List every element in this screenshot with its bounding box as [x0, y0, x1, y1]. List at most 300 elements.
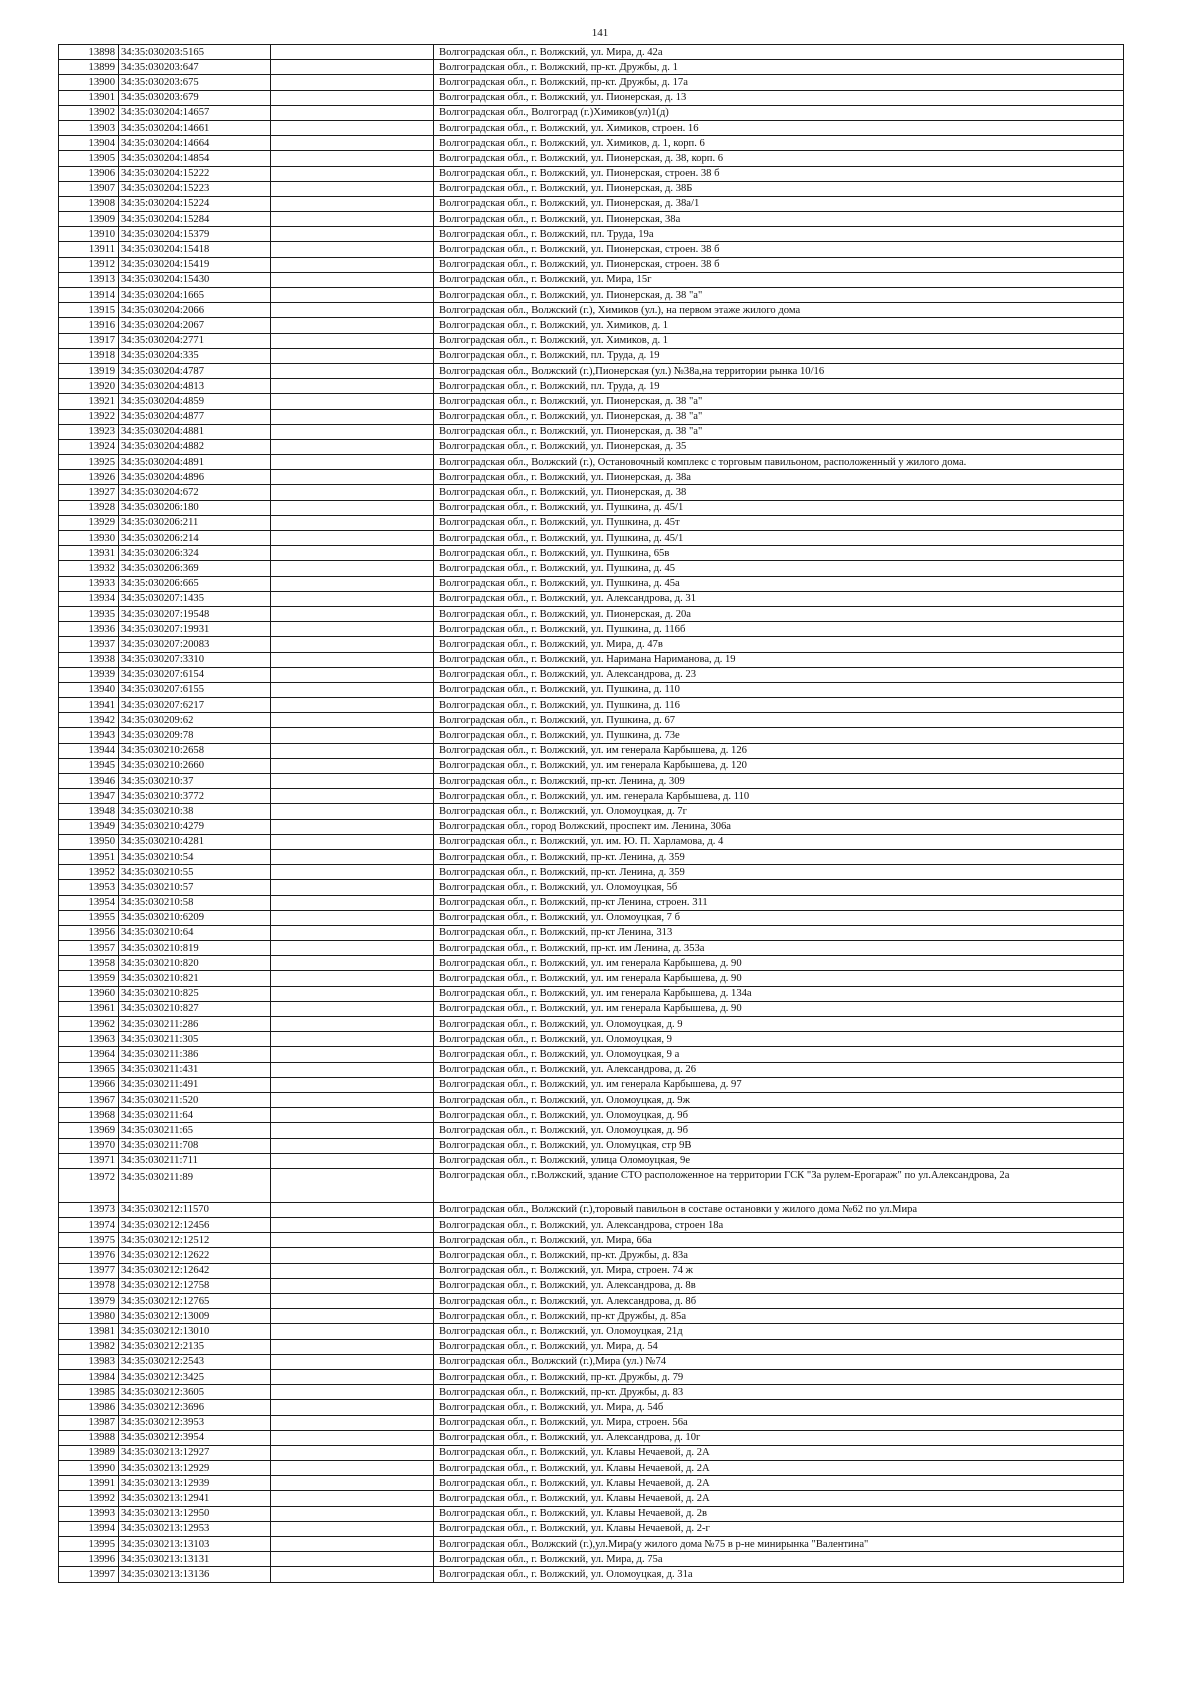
empty-cell: [271, 1521, 434, 1536]
row-number-cell: 13975: [59, 1233, 119, 1248]
empty-cell: [271, 1047, 434, 1062]
cadastral-number-cell: 34:35:030210:827: [119, 1001, 271, 1016]
empty-cell: [271, 622, 434, 637]
cadastral-number-cell: 34:35:030212:12622: [119, 1248, 271, 1263]
empty-cell: [271, 910, 434, 925]
empty-cell: [271, 212, 434, 227]
row-number-cell: 13940: [59, 682, 119, 697]
row-number-cell: 13945: [59, 758, 119, 773]
table-row: [59, 1461, 1124, 1476]
cadastral-number-cell: 34:35:030212:3953: [119, 1415, 271, 1430]
row-number-cell: 13990: [59, 1461, 119, 1476]
cadastral-number-cell: 34:35:030213:12941: [119, 1491, 271, 1506]
table-row: [59, 652, 1124, 667]
row-number-cell: 13994: [59, 1521, 119, 1536]
cadastral-number-cell: 34:35:030203:5165: [119, 45, 271, 60]
address-cell: Волгоградская обл., г. Волжский, ул. Пушкина, д. 45т: [434, 515, 1124, 530]
row-number-cell: 13988: [59, 1430, 119, 1445]
table-row: [59, 1430, 1124, 1445]
row-number-cell: 13976: [59, 1248, 119, 1263]
address-cell: Волгоградская обл., г. Волжский, пл. Труда, 19а: [434, 227, 1124, 242]
table-row: [59, 196, 1124, 211]
cadastral-number-cell: 34:35:030206:665: [119, 576, 271, 591]
row-number-cell: 13923: [59, 424, 119, 439]
cadastral-number-cell: 34:35:030211:286: [119, 1017, 271, 1032]
table-row: [59, 1476, 1124, 1491]
row-number-cell: 13950: [59, 834, 119, 849]
cadastral-number-cell: 34:35:030210:2658: [119, 743, 271, 758]
row-number-cell: 13904: [59, 136, 119, 151]
empty-cell: [271, 272, 434, 287]
row-number-cell: 13905: [59, 151, 119, 166]
empty-cell: [271, 925, 434, 940]
empty-cell: [271, 120, 434, 135]
row-number-cell: 13944: [59, 743, 119, 758]
row-number-cell: 13968: [59, 1108, 119, 1123]
row-number-cell: 13932: [59, 561, 119, 576]
address-cell: Волгоградская обл., г. Волжский, ул. Пушкина, д. 116б: [434, 622, 1124, 637]
cadastral-number-cell: 34:35:030207:3310: [119, 652, 271, 667]
address-cell: Волгоградская обл., г. Волжский, ул. Пионерская, д. 20а: [434, 606, 1124, 621]
row-number-cell: 13917: [59, 333, 119, 348]
empty-cell: [271, 1062, 434, 1077]
cadastral-number-cell: 34:35:030204:4859: [119, 394, 271, 409]
row-number-cell: 13924: [59, 439, 119, 454]
address-cell: Волгоградская обл., г. Волжский, ул. Оломоуцкая, 5б: [434, 880, 1124, 895]
table-row: [59, 546, 1124, 561]
register-body: [59, 45, 1124, 1583]
row-number-cell: 13922: [59, 409, 119, 424]
address-cell: Волгоградская обл., г. Волжский, ул. Пионерская, строен. 38 б: [434, 166, 1124, 181]
address-cell: Волгоградская обл., г. Волжский, ул. Александрова, д. 31: [434, 591, 1124, 606]
row-number-cell: 13980: [59, 1309, 119, 1324]
row-number-cell: 13906: [59, 166, 119, 181]
empty-cell: [271, 303, 434, 318]
empty-cell: [271, 591, 434, 606]
cadastral-number-cell: 34:35:030207:1435: [119, 591, 271, 606]
empty-cell: [271, 166, 434, 181]
table-row: [59, 1537, 1124, 1552]
table-row: [59, 45, 1124, 60]
cadastral-number-cell: 34:35:030203:679: [119, 90, 271, 105]
empty-cell: [271, 379, 434, 394]
cadastral-number-cell: 34:35:030207:6155: [119, 682, 271, 697]
address-cell: Волгоградская обл., Волгоград (г.)Химиков(ул)1(д): [434, 105, 1124, 120]
cadastral-number-cell: 34:35:030211:64: [119, 1108, 271, 1123]
empty-cell: [271, 667, 434, 682]
row-number-cell: 13985: [59, 1385, 119, 1400]
cadastral-number-cell: 34:35:030213:13103: [119, 1537, 271, 1552]
cadastral-number-cell: 34:35:030204:4877: [119, 409, 271, 424]
empty-cell: [271, 849, 434, 864]
address-cell: Волгоградская обл., г. Волжский, ул. Пионерская, д. 38 "а": [434, 424, 1124, 439]
cadastral-number-cell: 34:35:030210:4279: [119, 819, 271, 834]
cadastral-number-cell: 34:35:030207:19548: [119, 606, 271, 621]
cadastral-number-cell: 34:35:030212:12512: [119, 1233, 271, 1248]
cadastral-number-cell: 34:35:030211:708: [119, 1138, 271, 1153]
cadastral-number-cell: 34:35:030204:15418: [119, 242, 271, 257]
table-row: [59, 1263, 1124, 1278]
empty-cell: [271, 971, 434, 986]
table-row: [59, 1294, 1124, 1309]
empty-cell: [271, 758, 434, 773]
row-number-cell: 13992: [59, 1491, 119, 1506]
row-number-cell: 13973: [59, 1202, 119, 1217]
table-row: [59, 136, 1124, 151]
page-number: 141: [591, 27, 609, 39]
table-row: [59, 470, 1124, 485]
address-cell: Волгоградская обл., г. Волжский, ул. Александрова, д. 23: [434, 667, 1124, 682]
table-row: [59, 257, 1124, 272]
address-cell: Волгоградская обл., г.Волжский, здание СТО расположенное на территории ГСК "За рулем-Ерогараж" по ул.Александрова, 2а: [434, 1168, 1124, 1202]
empty-cell: [271, 1263, 434, 1278]
table-row: [59, 774, 1124, 789]
empty-cell: [271, 1354, 434, 1369]
cadastral-number-cell: 34:35:030213:12939: [119, 1476, 271, 1491]
empty-cell: [271, 1461, 434, 1476]
address-cell: Волгоградская обл., г. Волжский, пр-кт Дружбы, д. 85а: [434, 1309, 1124, 1324]
address-cell: Волгоградская обл., г. Волжский, улица Оломоуцкая, 9е: [434, 1153, 1124, 1168]
cadastral-number-cell: 34:35:030211:491: [119, 1077, 271, 1092]
empty-cell: [271, 470, 434, 485]
row-number-cell: 13915: [59, 303, 119, 318]
table-row: [59, 910, 1124, 925]
cadastral-number-cell: 34:35:030204:4891: [119, 455, 271, 470]
table-row: [59, 819, 1124, 834]
empty-cell: [271, 136, 434, 151]
empty-cell: [271, 1092, 434, 1107]
row-number-cell: 13952: [59, 865, 119, 880]
row-number-cell: 13955: [59, 910, 119, 925]
empty-cell: [271, 515, 434, 530]
cadastral-number-cell: 34:35:030204:14657: [119, 105, 271, 120]
empty-cell: [271, 682, 434, 697]
empty-cell: [271, 439, 434, 454]
empty-cell: [271, 1278, 434, 1293]
table-row: [59, 1278, 1124, 1293]
table-row: [59, 379, 1124, 394]
table-row: [59, 455, 1124, 470]
address-cell: Волгоградская обл., г. Волжский, ул. Клавы Нечаевой, д. 2А: [434, 1461, 1124, 1476]
empty-cell: [271, 1017, 434, 1032]
cadastral-number-cell: 34:35:030211:65: [119, 1123, 271, 1138]
address-cell: Волгоградская обл., г. Волжский, ул. им. Ю. П. Харламова, д. 4: [434, 834, 1124, 849]
address-cell: Волгоградская обл., Волжский (г.), Остановочный комплекс с торговым павильоном, расположенный у жилого дома.: [434, 455, 1124, 470]
address-cell: Волгоградская обл., г. Волжский, ул. Пионерская, д. 38а: [434, 470, 1124, 485]
row-number-cell: 13977: [59, 1263, 119, 1278]
address-cell: Волгоградская обл., г. Волжский, ул. им генерала Карбышева, д. 90: [434, 1001, 1124, 1016]
table-row: [59, 90, 1124, 105]
table-row: [59, 363, 1124, 378]
empty-cell: [271, 561, 434, 576]
row-number-cell: 13909: [59, 212, 119, 227]
empty-cell: [271, 1202, 434, 1217]
address-cell: Волгоградская обл., г. Волжский, ул. Александрова, д. 26: [434, 1062, 1124, 1077]
table-row: [59, 561, 1124, 576]
table-row: [59, 303, 1124, 318]
address-cell: Волгоградская обл., г. Волжский, пр-кт. Ленина, д. 359: [434, 849, 1124, 864]
cadastral-number-cell: 34:35:030210:55: [119, 865, 271, 880]
empty-cell: [271, 75, 434, 90]
row-number-cell: 13956: [59, 925, 119, 940]
row-number-cell: 13943: [59, 728, 119, 743]
address-cell: Волгоградская обл., г. Волжский, ул. Клавы Нечаевой, д. 2А: [434, 1445, 1124, 1460]
cadastral-number-cell: 34:35:030210:6209: [119, 910, 271, 925]
row-number-cell: 13981: [59, 1324, 119, 1339]
address-cell: Волгоградская обл., г. Волжский, пр-кт. Ленина, д. 309: [434, 774, 1124, 789]
empty-cell: [271, 105, 434, 120]
table-row: [59, 1047, 1124, 1062]
row-number-cell: 13942: [59, 713, 119, 728]
empty-cell: [271, 1567, 434, 1582]
address-cell: Волгоградская обл., г. Волжский, ул. Пушкина, д. 67: [434, 713, 1124, 728]
empty-cell: [271, 288, 434, 303]
row-number-cell: 13936: [59, 622, 119, 637]
table-row: [59, 272, 1124, 287]
row-number-cell: 13927: [59, 485, 119, 500]
row-number-cell: 13919: [59, 363, 119, 378]
row-number-cell: 13941: [59, 698, 119, 713]
table-row: [59, 758, 1124, 773]
cadastral-number-cell: 34:35:030212:11570: [119, 1202, 271, 1217]
cadastral-number-cell: 34:35:030210:820: [119, 956, 271, 971]
cadastral-number-cell: 34:35:030204:1665: [119, 288, 271, 303]
table-row: [59, 348, 1124, 363]
row-number-cell: 13964: [59, 1047, 119, 1062]
empty-cell: [271, 1248, 434, 1263]
address-cell: Волгоградская обл., г. Волжский, ул. Химиков, строен. 16: [434, 120, 1124, 135]
table-row: [59, 789, 1124, 804]
address-cell: Волгоградская обл., г. Волжский, ул. Пионерская, д. 38, корп. 6: [434, 151, 1124, 166]
empty-cell: [271, 941, 434, 956]
table-row: [59, 151, 1124, 166]
address-cell: Волгоградская обл., г. Волжский, ул. Наримана Нариманова, д. 19: [434, 652, 1124, 667]
address-cell: Волгоградская обл., г. Волжский, пр-кт. Дружбы, д. 83: [434, 1385, 1124, 1400]
cadastral-number-cell: 34:35:030207:19931: [119, 622, 271, 637]
row-number-cell: 13914: [59, 288, 119, 303]
row-number-cell: 13921: [59, 394, 119, 409]
table-row: [59, 333, 1124, 348]
address-cell: Волгоградская обл., г. Волжский, пр-кт. Ленина, д. 359: [434, 865, 1124, 880]
row-number-cell: 13959: [59, 971, 119, 986]
row-number-cell: 13903: [59, 120, 119, 135]
address-cell: Волгоградская обл., г. Волжский, пр-кт. Дружбы, д. 17а: [434, 75, 1124, 90]
cadastral-number-cell: 34:35:030211:520: [119, 1092, 271, 1107]
table-row: [59, 865, 1124, 880]
row-number-cell: 13983: [59, 1354, 119, 1369]
table-row: [59, 60, 1124, 75]
address-cell: Волгоградская обл., г. Волжский, ул. Мира, д. 54: [434, 1339, 1124, 1354]
cadastral-number-cell: 34:35:030206:214: [119, 531, 271, 546]
row-number-cell: 13907: [59, 181, 119, 196]
table-row: [59, 227, 1124, 242]
table-row: [59, 606, 1124, 621]
address-cell: Волгоградская обл., г. Волжский, ул. им генерала Карбышева, д. 90: [434, 971, 1124, 986]
empty-cell: [271, 363, 434, 378]
address-cell: Волгоградская обл., г. Волжский, ул. им. генерала Карбышева, д. 110: [434, 789, 1124, 804]
row-number-cell: 13947: [59, 789, 119, 804]
cadastral-number-cell: 34:35:030213:12953: [119, 1521, 271, 1536]
empty-cell: [271, 409, 434, 424]
empty-cell: [271, 865, 434, 880]
empty-cell: [271, 333, 434, 348]
row-number-cell: 13997: [59, 1567, 119, 1582]
table-row: [59, 531, 1124, 546]
address-cell: Волгоградская обл., г. Волжский, ул. им генерала Карбышева, д. 90: [434, 956, 1124, 971]
row-number-cell: 13991: [59, 1476, 119, 1491]
address-cell: Волгоградская обл., г. Волжский, ул. Мира, 15г: [434, 272, 1124, 287]
cadastral-number-cell: 34:35:030213:12950: [119, 1506, 271, 1521]
table-row: [59, 212, 1124, 227]
row-number-cell: 13930: [59, 531, 119, 546]
cadastral-number-cell: 34:35:030210:2660: [119, 758, 271, 773]
table-row: [59, 743, 1124, 758]
row-number-cell: 13993: [59, 1506, 119, 1521]
table-row: [59, 1092, 1124, 1107]
row-number-cell: 13987: [59, 1415, 119, 1430]
table-row: [59, 439, 1124, 454]
empty-cell: [271, 895, 434, 910]
empty-cell: [271, 576, 434, 591]
cadastral-number-cell: 34:35:030206:180: [119, 500, 271, 515]
table-row: [59, 1521, 1124, 1536]
cadastral-number-cell: 34:35:030210:57: [119, 880, 271, 895]
table-row: [59, 1202, 1124, 1217]
table-row: [59, 485, 1124, 500]
empty-cell: [271, 394, 434, 409]
table-row: [59, 120, 1124, 135]
empty-cell: [271, 242, 434, 257]
table-row: [59, 728, 1124, 743]
table-row: [59, 667, 1124, 682]
cadastral-number-cell: 34:35:030203:675: [119, 75, 271, 90]
empty-cell: [271, 181, 434, 196]
address-cell: Волгоградская обл., г. Волжский, пл. Труда, д. 19: [434, 379, 1124, 394]
cadastral-number-cell: 34:35:030212:3605: [119, 1385, 271, 1400]
address-cell: Волгоградская обл., г. Волжский, ул. Пионерская, 38а: [434, 212, 1124, 227]
table-row: [59, 1491, 1124, 1506]
empty-cell: [271, 1294, 434, 1309]
row-number-cell: 13995: [59, 1537, 119, 1552]
cadastral-number-cell: 34:35:030204:4787: [119, 363, 271, 378]
address-cell: Волгоградская обл., г. Волжский, пр-кт Ленина, 313: [434, 925, 1124, 940]
table-row: [59, 1233, 1124, 1248]
table-row: [59, 181, 1124, 196]
row-number-cell: 13954: [59, 895, 119, 910]
row-number-cell: 13920: [59, 379, 119, 394]
cadastral-number-cell: 34:35:030207:6154: [119, 667, 271, 682]
empty-cell: [271, 956, 434, 971]
cadastral-number-cell: 34:35:030212:3425: [119, 1369, 271, 1384]
address-cell: Волгоградская обл., г. Волжский, ул. им генерала Карбышева, д. 134а: [434, 986, 1124, 1001]
row-number-cell: 13946: [59, 774, 119, 789]
address-cell: Волгоградская обл., г. Волжский, ул. Александрова, д. 8б: [434, 1294, 1124, 1309]
empty-cell: [271, 1385, 434, 1400]
address-cell: Волгоградская обл., г. Волжский, ул. Пушкина, д. 45: [434, 561, 1124, 576]
address-cell: Волгоградская обл., г. Волжский, ул. Пионерская, д. 38: [434, 485, 1124, 500]
table-row: [59, 971, 1124, 986]
row-number-cell: 13899: [59, 60, 119, 75]
empty-cell: [271, 1400, 434, 1415]
empty-cell: [271, 151, 434, 166]
address-cell: Волгоградская обл., г. Волжский, ул. Мира, строен. 56а: [434, 1415, 1124, 1430]
row-number-cell: 13979: [59, 1294, 119, 1309]
cadastral-number-cell: 34:35:030204:14661: [119, 120, 271, 135]
row-number-cell: 13978: [59, 1278, 119, 1293]
empty-cell: [271, 1233, 434, 1248]
row-number-cell: 13916: [59, 318, 119, 333]
table-row: [59, 1552, 1124, 1567]
table-row: [59, 515, 1124, 530]
cadastral-number-cell: 34:35:030211:386: [119, 1047, 271, 1062]
table-row: [59, 409, 1124, 424]
cadastral-number-cell: 34:35:030204:14854: [119, 151, 271, 166]
row-number-cell: 13966: [59, 1077, 119, 1092]
row-number-cell: 13958: [59, 956, 119, 971]
row-number-cell: 13963: [59, 1032, 119, 1047]
table-row: [59, 1077, 1124, 1092]
cadastral-number-cell: 34:35:030209:62: [119, 713, 271, 728]
table-row: [59, 75, 1124, 90]
table-row: [59, 849, 1124, 864]
table-row: [59, 591, 1124, 606]
row-number-cell: 13938: [59, 652, 119, 667]
table-row: [59, 941, 1124, 956]
address-cell: Волгоградская обл., г. Волжский, ул. им генерала Карбышева, д. 126: [434, 743, 1124, 758]
cadastral-number-cell: 34:35:030213:13131: [119, 1552, 271, 1567]
table-row: [59, 895, 1124, 910]
address-cell: Волгоградская обл., г. Волжский, ул. Пионерская, д. 13: [434, 90, 1124, 105]
table-row: [59, 1415, 1124, 1430]
address-cell: Волгоградская обл., Волжский (г.),ул.Мира(у жилого дома №75 в р-не минирынка "Валентина": [434, 1537, 1124, 1552]
address-cell: Волгоградская обл., г. Волжский, ул. Мира, д. 47в: [434, 637, 1124, 652]
address-cell: Волгоградская обл., г. Волжский, ул. Пушкина, д. 45/1: [434, 531, 1124, 546]
empty-cell: [271, 1445, 434, 1460]
cadastral-number-cell: 34:35:030210:64: [119, 925, 271, 940]
row-number-cell: 13929: [59, 515, 119, 530]
empty-cell: [271, 1537, 434, 1552]
table-row: [59, 1385, 1124, 1400]
row-number-cell: 13901: [59, 90, 119, 105]
table-row: [59, 986, 1124, 1001]
table-row: [59, 576, 1124, 591]
address-cell: Волгоградская обл., г. Волжский, ул. Оломоуцкая, 21д: [434, 1324, 1124, 1339]
table-row: [59, 713, 1124, 728]
table-row: [59, 1324, 1124, 1339]
address-cell: Волгоградская обл., город Волжский, проспект им. Ленина, 306а: [434, 819, 1124, 834]
empty-cell: [271, 424, 434, 439]
table-row: [59, 834, 1124, 849]
cadastral-number-cell: 34:35:030212:3696: [119, 1400, 271, 1415]
address-cell: Волгоградская обл., Волжский (г.),торовый павильон в составе остановки у жилого дома №62 по ул.Мира: [434, 1202, 1124, 1217]
address-cell: Волгоградская обл., г. Волжский, пр-кт Ленина, строен. 311: [434, 895, 1124, 910]
cadastral-number-cell: 34:35:030204:335: [119, 348, 271, 363]
table-row: [59, 1506, 1124, 1521]
address-cell: Волгоградская обл., г. Волжский, ул. Пушкина, 65в: [434, 546, 1124, 561]
cadastral-number-cell: 34:35:030204:15222: [119, 166, 271, 181]
table-row: [59, 1001, 1124, 1016]
address-cell: Волгоградская обл., г. Волжский, ул. Пионерская, д. 38 "а": [434, 409, 1124, 424]
empty-cell: [271, 713, 434, 728]
address-cell: Волгоградская обл., г. Волжский, ул. Оломоуцкая, д. 31а: [434, 1567, 1124, 1582]
row-number-cell: 13989: [59, 1445, 119, 1460]
row-number-cell: 13965: [59, 1062, 119, 1077]
address-cell: Волгоградская обл., г. Волжский, ул. Химиков, д. 1: [434, 333, 1124, 348]
table-row: [59, 1138, 1124, 1153]
row-number-cell: 13908: [59, 196, 119, 211]
cadastral-register-table: [58, 44, 1124, 1583]
address-cell: Волгоградская обл., г. Волжский, ул. Александрова, д. 10г: [434, 1430, 1124, 1445]
